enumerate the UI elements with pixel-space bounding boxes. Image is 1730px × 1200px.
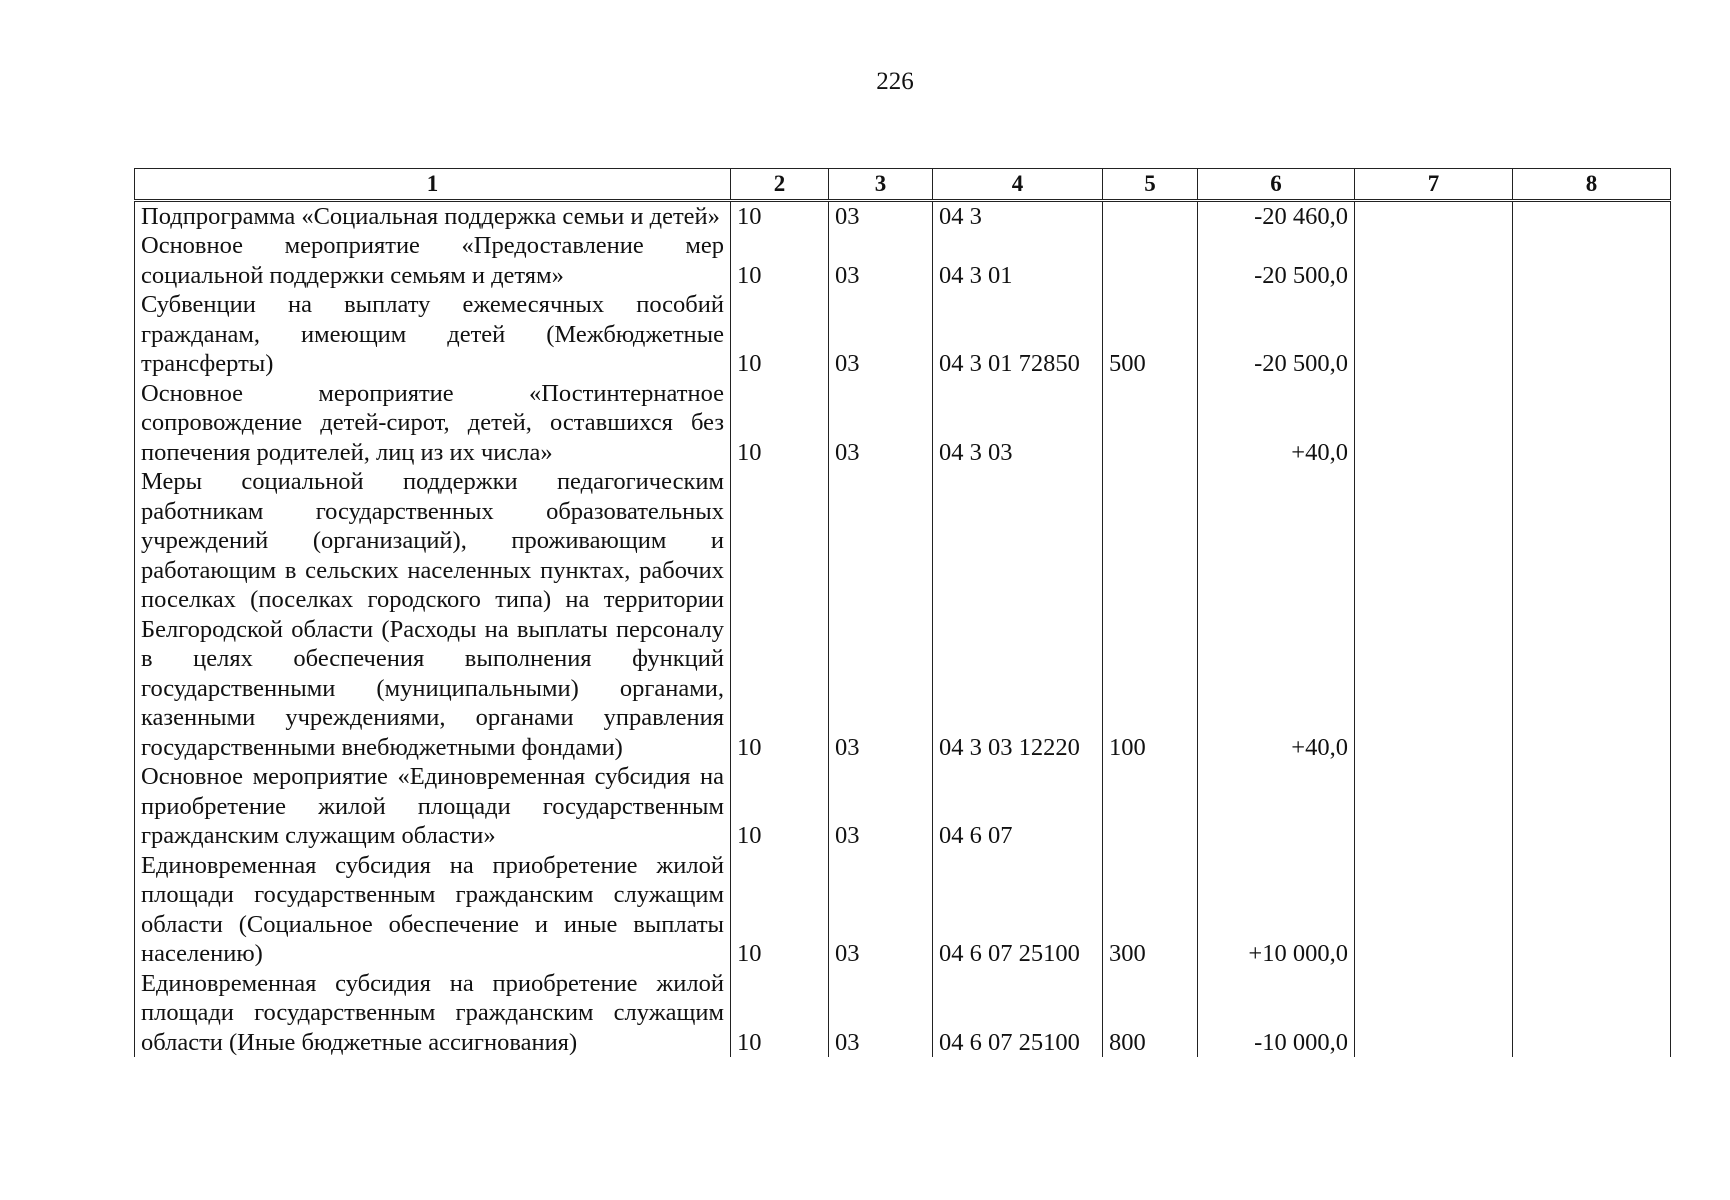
row-amount-8 [1513, 969, 1671, 1058]
row-section: 10 [731, 200, 829, 231]
row-expense-type [1103, 200, 1198, 231]
row-subsection: 03 [829, 231, 933, 290]
column-header-7: 7 [1355, 169, 1513, 201]
row-name: Основное мероприятие «Предоставление мер социальной поддержки семьям и детям» [135, 231, 731, 290]
row-section: 10 [731, 762, 829, 851]
column-header-3: 3 [829, 169, 933, 201]
budget-table [134, 168, 1671, 1057]
row-amount-7 [1355, 762, 1513, 851]
row-amount-7 [1355, 969, 1513, 1058]
row-amount-6: -20 500,0 [1198, 290, 1355, 379]
row-expense-type [1103, 762, 1198, 851]
row-amount-6 [1198, 762, 1355, 851]
row-subsection: 03 [829, 851, 933, 969]
row-section: 10 [731, 969, 829, 1058]
table-row [135, 467, 1671, 762]
row-amount-7 [1355, 290, 1513, 379]
row-amount-8 [1513, 762, 1671, 851]
row-target-article: 04 6 07 25100 [933, 851, 1103, 969]
table-row [135, 290, 1671, 379]
row-expense-type: 500 [1103, 290, 1198, 379]
row-name: Меры социальной поддержки педагогическим работникам государственных образовательных учреждений (организаций), проживающим и работающим в сельских населенных пунктах, рабочих поселках (поселках городского типа) на территории Белгородской области (Расходы на выплаты персоналу в целях обеспечения выполнения функций государственными (муниципальными) органами, казенными учреждениями, органами управления государственными внебюджетными фондами) [135, 467, 731, 762]
row-target-article: 04 6 07 [933, 762, 1103, 851]
row-amount-6: -10 000,0 [1198, 969, 1355, 1058]
row-name: Основное мероприятие «Постинтернатное сопровождение детей-сирот, детей, оставшихся без попечения родителей, лиц из их числа» [135, 379, 731, 468]
row-amount-6: +10 000,0 [1198, 851, 1355, 969]
table-header [135, 169, 1671, 201]
page-number: 226 [876, 68, 914, 95]
column-header-8: 8 [1513, 169, 1671, 201]
row-amount-8 [1513, 290, 1671, 379]
row-amount-6: -20 460,0 [1198, 200, 1355, 231]
row-target-article: 04 3 03 [933, 379, 1103, 468]
row-amount-7 [1355, 467, 1513, 762]
row-expense-type: 800 [1103, 969, 1198, 1058]
row-amount-8 [1513, 467, 1671, 762]
row-subsection: 03 [829, 969, 933, 1058]
table-row [135, 762, 1671, 851]
row-amount-7 [1355, 851, 1513, 969]
table-body [135, 200, 1671, 1057]
row-target-article: 04 3 01 72850 [933, 290, 1103, 379]
row-amount-8 [1513, 231, 1671, 290]
row-expense-type [1103, 379, 1198, 468]
table-row [135, 969, 1671, 1058]
row-subsection: 03 [829, 762, 933, 851]
row-amount-6: +40,0 [1198, 379, 1355, 468]
row-subsection: 03 [829, 379, 933, 468]
row-subsection: 03 [829, 290, 933, 379]
column-header-5: 5 [1103, 169, 1198, 201]
row-amount-8 [1513, 200, 1671, 231]
row-target-article: 04 3 03 12220 [933, 467, 1103, 762]
row-amount-8 [1513, 851, 1671, 969]
table-row [135, 231, 1671, 290]
row-target-article: 04 6 07 25100 [933, 969, 1103, 1058]
row-subsection: 03 [829, 467, 933, 762]
column-header-2: 2 [731, 169, 829, 201]
row-section: 10 [731, 379, 829, 468]
column-header-4: 4 [933, 169, 1103, 201]
row-name: Единовременная субсидия на приобретение жилой площади государственным гражданским служащим области (Социальное обеспечение и иные выплаты населению) [135, 851, 731, 969]
row-section: 10 [731, 851, 829, 969]
row-section: 10 [731, 467, 829, 762]
row-amount-7 [1355, 231, 1513, 290]
budget-table-container [134, 168, 1670, 1057]
row-name: Основное мероприятие «Единовременная субсидия на приобретение жилой площади государственным гражданским служащим области» [135, 762, 731, 851]
row-amount-7 [1355, 379, 1513, 468]
row-expense-type: 300 [1103, 851, 1198, 969]
row-section: 10 [731, 290, 829, 379]
row-amount-6: +40,0 [1198, 467, 1355, 762]
row-subsection: 03 [829, 200, 933, 231]
row-amount-7 [1355, 200, 1513, 231]
row-target-article: 04 3 [933, 200, 1103, 231]
row-amount-6: -20 500,0 [1198, 231, 1355, 290]
row-amount-8 [1513, 379, 1671, 468]
header-row [135, 169, 1671, 201]
row-name: Субвенции на выплату ежемесячных пособий гражданам, имеющим детей (Межбюджетные трансферты) [135, 290, 731, 379]
row-section: 10 [731, 231, 829, 290]
row-name: Единовременная субсидия на приобретение жилой площади государственным гражданским служащим области (Иные бюджетные ассигнования) [135, 969, 731, 1058]
table-row [135, 379, 1671, 468]
row-target-article: 04 3 01 [933, 231, 1103, 290]
row-expense-type [1103, 231, 1198, 290]
column-header-6: 6 [1198, 169, 1355, 201]
column-header-1: 1 [135, 169, 731, 201]
row-name: Подпрограмма «Социальная поддержка семьи и детей» [135, 200, 731, 231]
table-row [135, 200, 1671, 231]
table-row [135, 851, 1671, 969]
row-expense-type: 100 [1103, 467, 1198, 762]
